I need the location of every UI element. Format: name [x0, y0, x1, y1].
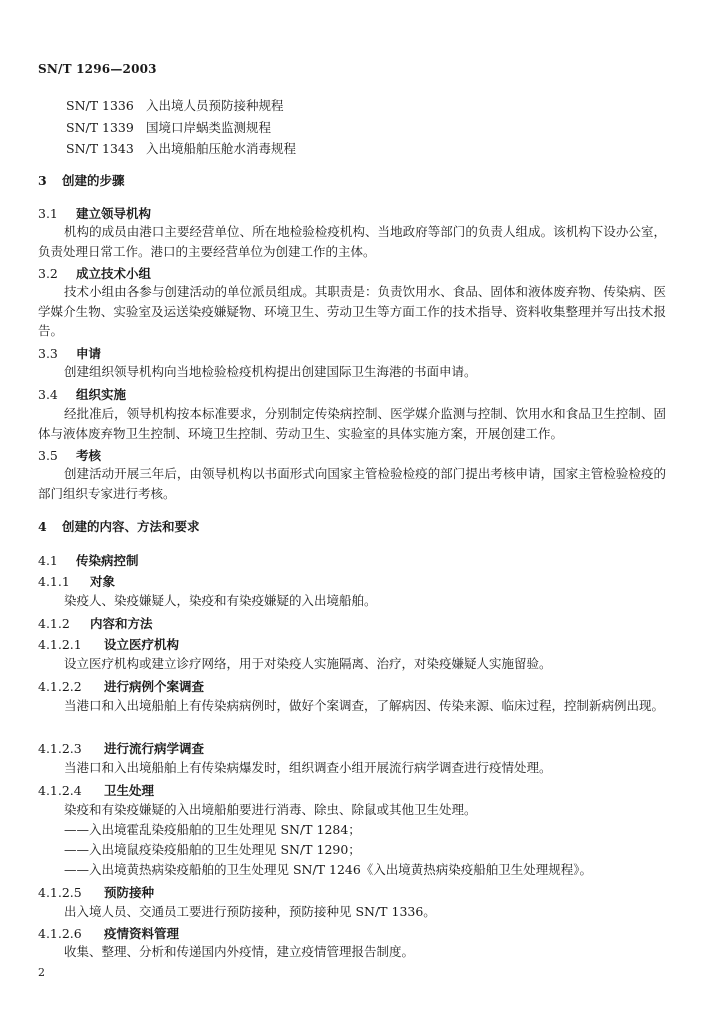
subsection-heading: 3.3 申请: [38, 346, 102, 361]
subsection-heading: 3.2 成立技术小组: [38, 266, 152, 281]
section-title: 创建的步骤: [62, 173, 125, 188]
subsection-heading: 4.1.2.2 进行病例个案调查: [38, 679, 205, 694]
standard-code-header: SN/T 1296—2003: [38, 62, 157, 76]
subsection-heading: 4.1.2.3 进行流行病学调查: [38, 741, 205, 756]
subsection-heading: 4.1.1 对象: [38, 574, 116, 589]
subsection-heading: 3.5 考核: [38, 448, 102, 463]
paragraph: 染疫和有染疫嫌疑的入出境船舶要进行消毒、除虫、除鼠或其他卫生处理。: [64, 802, 477, 817]
paragraph: 设立医疗机构或建立诊疗网络，用于对染疫人实施隔离、治疗，对染疫嫌疑人实施留验。: [64, 656, 552, 671]
paragraph: 技术小组由各参与创建活动的单位派员组成。其职责是：负责饮用水、食品、固体和液体废弃物、传染病、医学媒介生物、实验室及运送染疫嫌疑物、环境卫生、劳动卫生等方面工作的技术指导、资料收集整理并写出技术报告。: [38, 284, 666, 338]
reference-code: SN/T 1343: [66, 141, 134, 156]
paragraph: 经批准后，领导机构按本标准要求，分别制定传染病控制、医学媒介监测与控制、饮用水和食品卫生控制、固体与液体废弃物卫生控制、环境卫生控制、劳动卫生、实验室的具体实施方案，开展创建工作。: [38, 406, 666, 441]
paragraph: 出入境人员、交通员工要进行预防接种，预防接种见 SN/T 1336。: [64, 904, 436, 919]
reference-title: 入出境船舶压舱水消毒规程: [146, 141, 297, 156]
reference-item: [66, 118, 271, 136]
list-item: ——入出境鼠疫染疫船舶的卫生处理见 SN/T 1290；: [64, 842, 361, 857]
section-heading: 4 创建的内容、方法和要求: [38, 519, 200, 534]
subsection-heading: 4.1.2.4 卫生处理: [38, 783, 155, 798]
reference-item: [66, 139, 296, 157]
subsection-heading: 4.1.2.5 预防接种: [38, 885, 155, 900]
paragraph: 创建组织领导机构向当地检验检疫机构提出创建国际卫生海港的书面申请。: [64, 364, 477, 379]
paragraph: 染疫人、染疫嫌疑人，染疫和有染疫嫌疑的入出境船舶。: [64, 593, 377, 608]
list-item: ——入出境霍乱染疫船舶的卫生处理见 SN/T 1284；: [64, 822, 361, 837]
paragraph: 收集、整理、分析和传递国内外疫情，建立疫情管理报告制度。: [64, 944, 415, 959]
subsection-heading: 3.4 组织实施: [38, 387, 127, 402]
subsection-heading: 4.1 传染病控制: [38, 553, 139, 568]
subsection-heading: 4.1.2.6 疫情资料管理: [38, 926, 180, 941]
paragraph: 当港口和入出境船舶上有传染病爆发时，组织调查小组开展流行病学调查进行疫情处理。: [64, 760, 552, 775]
list-item: ——入出境黄热病染疫船舶的卫生处理见 SN/T 1246《入出境黄热病染疫船舶卫生处理规程》。: [64, 862, 593, 877]
reference-title: 国境口岸蜗类监测规程: [146, 120, 272, 135]
subsection-heading: 3.1 建立领导机构: [38, 206, 152, 221]
section-number: 3: [38, 173, 47, 188]
paragraph: 机构的成员由港口主要经营单位、所在地检验检疫机构、当地政府等部门的负责人组成。该机构下设办公室，负责处理日常工作。港口的主要经营单位为创建工作的主体。: [38, 224, 666, 259]
section-heading: [38, 171, 125, 189]
paragraph: 创建活动开展三年后，由领导机构以书面形式向国家主管检验检疫的部门提出考核申请，国家主管检验检疫的部门组织专家进行考核。: [38, 466, 666, 501]
reference-item: [66, 96, 284, 114]
subsection-heading: 4.1.2 内容和方法: [38, 616, 153, 631]
reference-title: 入出境人员预防接种规程: [146, 98, 284, 113]
page-number: 2: [38, 966, 45, 979]
subsection-heading: 4.1.2.1 设立医疗机构: [38, 637, 180, 652]
reference-code: SN/T 1339: [66, 120, 134, 135]
reference-code: SN/T 1336: [66, 98, 134, 113]
paragraph: 当港口和入出境船舶上有传染病病例时，做好个案调查，了解病因、传染来源、临床过程，控制新病例出现。: [64, 698, 665, 713]
